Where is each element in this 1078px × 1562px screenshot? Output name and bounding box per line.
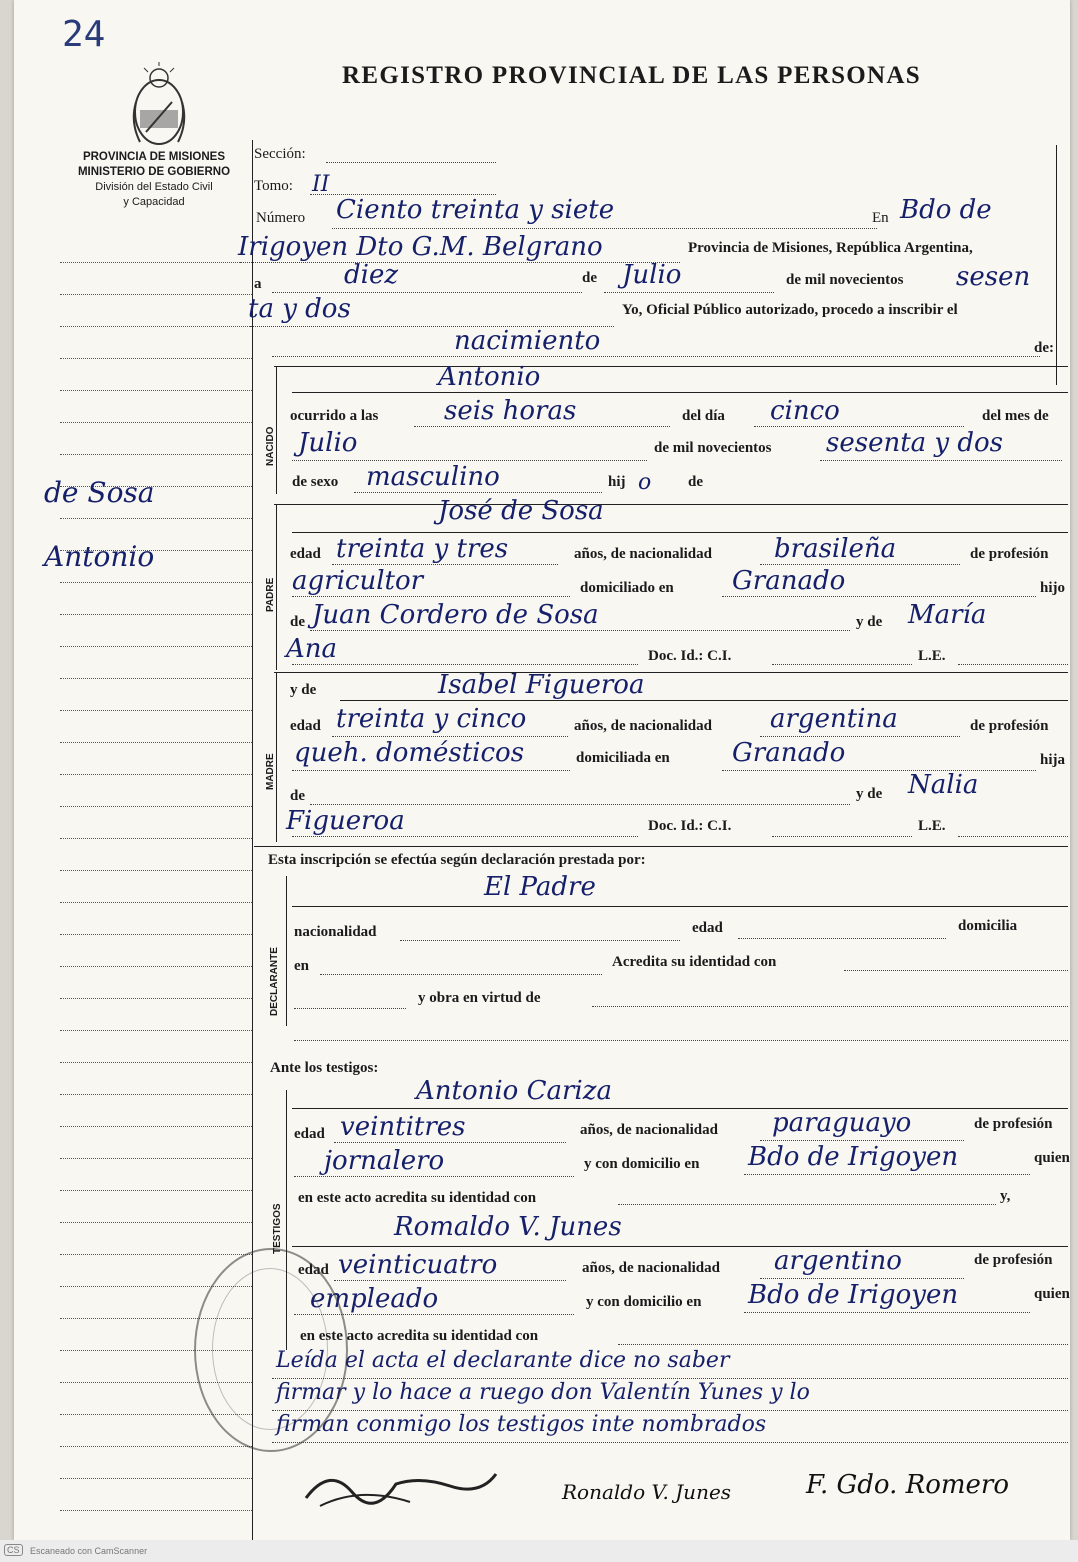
witness2-age-label: edad	[298, 1262, 329, 1278]
witness1-identity-label: en este acto acredita su identidad con	[298, 1190, 537, 1206]
father-father-value: Juan Cordero de Sosa	[312, 600, 599, 630]
father-profession-value: agricultor	[292, 566, 424, 596]
number-value: Ciento treinta y siete	[336, 195, 615, 225]
witness1-profession-label: de profesión	[974, 1116, 1053, 1132]
mother-age-label: edad	[290, 718, 321, 734]
province-label: PROVINCIA DE MISIONES	[82, 151, 226, 163]
de-label-2: de:	[1034, 340, 1054, 356]
division-label: División del Estado Civil	[95, 181, 213, 193]
child-of-label: hij	[608, 474, 626, 490]
year-value-1: sesen	[956, 262, 1031, 292]
mother-name-value: Isabel Figueroa	[438, 670, 645, 700]
place-value-2: Irigoyen Dto G.M. Belgrano	[238, 232, 603, 262]
father-nationality-label: años, de nacionalidad	[574, 546, 712, 562]
declaration-intro: Esta inscripción se efectúa según declaración prestada por:	[268, 852, 646, 868]
declarant-value: El Padre	[484, 872, 596, 902]
father-doc-label: Doc. Id.: C.I.	[648, 648, 732, 664]
month-of-label: del mes de	[982, 408, 1049, 424]
mother-mother-value-2: Figueroa	[286, 806, 405, 836]
witness2-who-label: quien	[1034, 1286, 1070, 1302]
margin-note-surname: de Sosa	[44, 476, 155, 509]
witness2-identity-label: en este acto acredita su identidad con	[300, 1328, 539, 1344]
closing-note-line3: firman conmigo los testigos inte nombrados	[276, 1412, 767, 1437]
sex-label: de sexo	[292, 474, 339, 490]
witness1-profession-value: jornalero	[324, 1146, 445, 1176]
birth-year-prefix: de mil novecientos	[654, 440, 772, 456]
father-age-value: treinta y tres	[336, 534, 509, 564]
place-value-1: Bdo de	[900, 195, 992, 225]
page-number: 24	[62, 14, 106, 55]
mother-nationality-label: años, de nacionalidad	[574, 718, 712, 734]
mother-and-of-label-2: y de	[856, 786, 883, 802]
of-label: de	[688, 474, 703, 490]
witness1-who-label: quien	[1034, 1150, 1070, 1166]
coat-of-arms-icon	[126, 62, 192, 152]
certificate-page	[14, 0, 1070, 1540]
birth-day-value: cinco	[770, 396, 840, 426]
officer-signature: F. Gdo. Romero	[806, 1470, 1010, 1500]
month-value: Julio	[622, 260, 682, 290]
mother-profession-value: queh. domésticos	[294, 738, 525, 768]
mother-profession-label: de profesión	[970, 718, 1049, 734]
witness1-domicile-value: Bdo de Irigoyen	[748, 1142, 959, 1172]
mother-de-label: de	[290, 788, 305, 804]
section-label-born: NACIDO	[265, 426, 276, 466]
witness1-age-label: edad	[294, 1126, 325, 1142]
father-le-label: L.E.	[918, 648, 946, 664]
birth-month-value: Julio	[298, 428, 358, 458]
section-label-declarant: DECLARANTE	[269, 947, 280, 1016]
closing-note-line1: Leída el acta el declarante dice no saber	[276, 1348, 730, 1373]
father-de-label: de	[290, 614, 305, 630]
witness1-nationality-value: paraguayo	[772, 1108, 912, 1138]
volume-label: Tomo:	[254, 178, 293, 194]
witness1-comma: y,	[1000, 1188, 1011, 1204]
declarant-signature-icon	[300, 1446, 500, 1516]
witness1-nationality-label: años, de nacionalidad	[580, 1122, 718, 1138]
child-name-value: Antonio	[438, 362, 541, 392]
mother-domicile-label: domiciliada en	[576, 750, 670, 766]
official-stamp-icon	[194, 1248, 348, 1452]
declarant-identity-label: Acredita su identidad con	[612, 954, 777, 970]
witness2-domicile-label: y con domicilio en	[586, 1294, 702, 1310]
witness2-domicile-value: Bdo de Irigoyen	[748, 1280, 959, 1310]
witness2-profession-label: de profesión	[974, 1252, 1053, 1268]
margin-note-given-name: Antonio	[44, 540, 155, 573]
mother-nationality-value: argentina	[770, 704, 898, 734]
declarant-age-label: edad	[692, 920, 723, 936]
section-label-mother: MADRE	[265, 753, 276, 790]
year-prefix-label: de mil novecientos	[786, 272, 904, 288]
witness2-nationality-label: años, de nacionalidad	[582, 1260, 720, 1276]
day-value: diez	[344, 260, 399, 290]
volume-value: II	[312, 172, 330, 197]
act-type-value: nacimiento	[454, 326, 601, 356]
declarant-domicile-label: domicilia	[958, 918, 1018, 934]
father-mother-value-1: María	[908, 600, 987, 630]
witness-signature: Ronaldo V. Junes	[562, 1480, 732, 1504]
section-label: Sección:	[254, 146, 306, 162]
closing-note-line2: firmar y lo hace a ruego don Valentín Yunes y lo	[276, 1380, 810, 1405]
issuing-authority	[54, 150, 254, 210]
document-title: REGISTRO PROVINCIAL DE LAS PERSONAS	[342, 62, 921, 89]
father-profession-label: de profesión	[970, 546, 1049, 562]
mother-doc-label: Doc. Id.: C.I.	[648, 818, 732, 834]
mother-mother-value-1: Nalia	[908, 770, 979, 800]
sex-value: masculino	[366, 462, 500, 492]
ministry-label: MINISTERIO DE GOBIERNO	[77, 166, 231, 178]
witnesses-label: Ante los testigos:	[270, 1060, 379, 1076]
declarant-nationality-label: nacionalidad	[294, 924, 377, 940]
capacity-label: y Capacidad	[123, 196, 185, 208]
witness1-age-value: veintitres	[340, 1112, 466, 1142]
witness2-profession-value: empleado	[310, 1284, 439, 1314]
scanner-footer	[0, 1540, 1078, 1562]
time-value: seis horas	[444, 396, 577, 426]
child-of-suffix: o	[638, 470, 652, 495]
witness2-nationality-value: argentino	[774, 1246, 902, 1276]
witness1-domicile-label: y con domicilio en	[584, 1156, 700, 1172]
father-domicile-label: domiciliado en	[580, 580, 674, 596]
scanner-logo-icon: CS	[4, 1544, 23, 1556]
de-label-1: de	[582, 270, 597, 286]
father-name-value: José de Sosa	[438, 496, 604, 526]
place-label: En	[872, 210, 889, 226]
father-age-label: edad	[290, 546, 321, 562]
date-a-label: a	[254, 276, 262, 292]
section-label-father: PADRE	[265, 577, 276, 612]
mother-age-value: treinta y cinco	[336, 704, 527, 734]
father-nationality-value: brasileña	[774, 534, 897, 564]
mother-and-of-label: y de	[290, 682, 317, 698]
father-domicile-value: Granado	[732, 566, 846, 596]
birth-year-value: sesenta y dos	[826, 428, 1004, 458]
officer-text: Yo, Oficial Público autorizado, procedo a inscribir el	[622, 302, 958, 318]
mother-le-label: L.E.	[918, 818, 946, 834]
father-and-of-label: y de	[856, 614, 883, 630]
time-label: ocurrido a las	[290, 408, 379, 424]
declarant-by-virtue-label: y obra en virtud de	[418, 990, 541, 1006]
mother-daughter-of-label: hija	[1040, 752, 1066, 768]
witness2-name-value: Romaldo V. Junes	[394, 1212, 622, 1242]
scanner-caption: Escaneado con CamScanner	[30, 1546, 148, 1556]
mother-domicile-value: Granado	[732, 738, 846, 768]
section-label-witnesses: TESTIGOS	[272, 1203, 283, 1254]
declarant-in-label: en	[294, 958, 309, 974]
witness2-age-value: veinticuatro	[338, 1250, 498, 1280]
province-country-text: Provincia de Misiones, República Argentina,	[688, 240, 973, 256]
year-value-2: ta y dos	[248, 294, 351, 324]
day-of-label: del día	[682, 408, 725, 424]
father-son-of-label: hijo	[1040, 580, 1066, 596]
witness1-name-value: Antonio Cariza	[416, 1076, 612, 1106]
number-label: Número	[256, 210, 306, 226]
right-border	[1056, 145, 1057, 385]
father-mother-value-2: Ana	[286, 634, 338, 664]
